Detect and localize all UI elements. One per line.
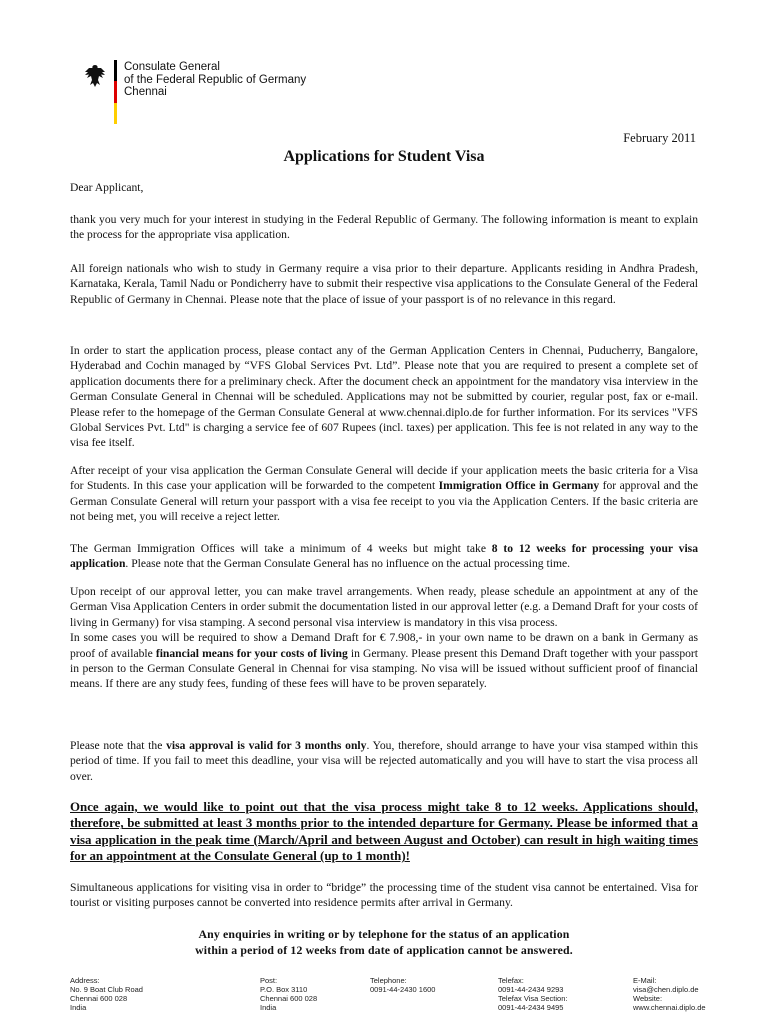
salutation: Dear Applicant, xyxy=(70,181,144,194)
org-line-1: Consulate General xyxy=(124,61,220,73)
footer-telefax: Telefax: 0091-44-2434 9293 Telefax Visa Section: 0091-44-2434 9495 xyxy=(498,976,568,1013)
paragraph-application-process: In order to start the application process, please contact any of the German Application Centers in Chennai, Puducherry, Bangalore, Hyderabad and Cochin managed by “VFS Global Services Pvt. Ltd”. Please note that you are required to present a complete set of application documents there for a preliminary check. After the document check an appointment for the mandatory visa interview in the German Consulate General in Chennai will be scheduled. Applications may not be submitted by courier, regular post, fax or e-mail. Please refer to the homepage of the German Consulate General at www.chennai.diplo.de for further information. For its services "VFS Global Services Pvt. Ltd" is charging a service fee of 607 Rupees (incl. taxes) per application. This fee is not related in any way to the visa fee itself. xyxy=(70,344,698,450)
flag-bar xyxy=(114,60,117,124)
letter-footer xyxy=(70,976,768,1016)
enquiry-notice xyxy=(0,927,768,958)
paragraph-immigration-office: After receipt of your visa application the German Consulate General will decide if your application meets the basic criteria for a Visa for Students. In this case your application will be forwarded to the competent Immigration Office in Germany for approval and the German Consulate General will return your passport with a visa fee receipt to you via the Application Centers. If the basic criteria are not being met, you will receive a reject letter. xyxy=(70,464,699,524)
paragraph-processing-time: The German Immigration Offices will take a minimum of 4 weeks but might take 8 to 12 weeks for processing your visa application. Please note that the German Consulate General has no influence on the actual processing time. xyxy=(70,542,698,571)
consulate-logo xyxy=(84,60,307,126)
federal-eagle-icon xyxy=(84,64,106,88)
paragraph-intro: thank you very much for your interest in studying in the Federal Republic of Germany. The following information is meant to explain the process for the appropriate visa application. xyxy=(70,213,698,242)
flag-stripe-black xyxy=(114,60,117,81)
org-line-3: Chennai xyxy=(124,86,167,98)
flag-stripe-gold xyxy=(114,103,117,124)
org-line-2: of the Federal Republic of Germany xyxy=(124,73,307,86)
paragraph-validity: Please note that the visa approval is valid for 3 months only. You, therefore, should arrange to have your visa stamped within this period of time. If you fail to meet this deadline, your visa will be rejected automatically and you will have to start the visa process all over. xyxy=(70,739,698,783)
enquiry-line-1: Any enquiries in writing or by telephone for the status of an application xyxy=(198,927,570,941)
footer-email: E-Mail: visa@chen.diplo.de Website: www.chennai.diplo.de xyxy=(633,976,706,1013)
flag-stripe-red xyxy=(114,81,117,102)
footer-telephone: Telephone: 0091-44-2430 1600 xyxy=(370,976,436,995)
page-title: Applications for Student Visa xyxy=(283,148,485,165)
footer-post: Post: P.O. Box 3110 Chennai 600 028 India xyxy=(260,976,318,1013)
letter-date: February 2011 xyxy=(623,131,696,145)
footer-address: Address: No. 9 Boat Club Road Chennai 600 028 India xyxy=(70,976,143,1013)
important-notice: Once again, we would like to point out that the visa process might take 8 to 12 weeks. Applications should, therefore, be submitted at least 3 months prior to the intended departure for Germany. Please be informed that a visa application in the peak time (March/April and between August and October) can result in high waiting times for an appointment at the Consulate General (up to 1 month)! xyxy=(70,800,698,864)
paragraph-travel-arrangements: Upon receipt of our approval letter, you can make travel arrangements. When ready, please schedule an appointment at any of the German Visa Application Centers in order submit the documentation listed in our approval letter (e.g. a Demand Draft for your costs of living in Germany) for visa stamping. A second personal visa interview is mandatory in this visa process. In some cases you will be required to show a Demand Draft for € 7.908,- in your own name to be drawn on a bank in Germany as proof of available financial means for your costs of living in Germany. Please present this Demand Draft together with your passport in person to the German Consulate General in Chennai for visa stamping. No visa will be issued without sufficient proof of financial means. If there are any study fees, funding of these fees will have to be proven separately. xyxy=(70,585,698,691)
paragraph-visiting-visa: Simultaneous applications for visiting visa in order to “bridge” the processing time of the student visa cannot be entertained. Visa for tourist or visiting purposes cannot be converted into residence permits after arrival in Germany. xyxy=(70,881,698,910)
paragraph-jurisdiction: All foreign nationals who wish to study in Germany require a visa prior to their departure. Applicants residing in Andhra Pradesh, Karnataka, Kerala, Tamil Nadu or Pondicherry have to submit their respective visa applications to the Consulate General of the Federal Republic of Germany in Chennai. Please note that the place of issue of your passport is of no relevance in this regard. xyxy=(70,262,698,306)
consulate-name xyxy=(124,61,306,99)
enquiry-line-2: within a period of 12 weeks from date of application cannot be answered. xyxy=(195,942,573,957)
